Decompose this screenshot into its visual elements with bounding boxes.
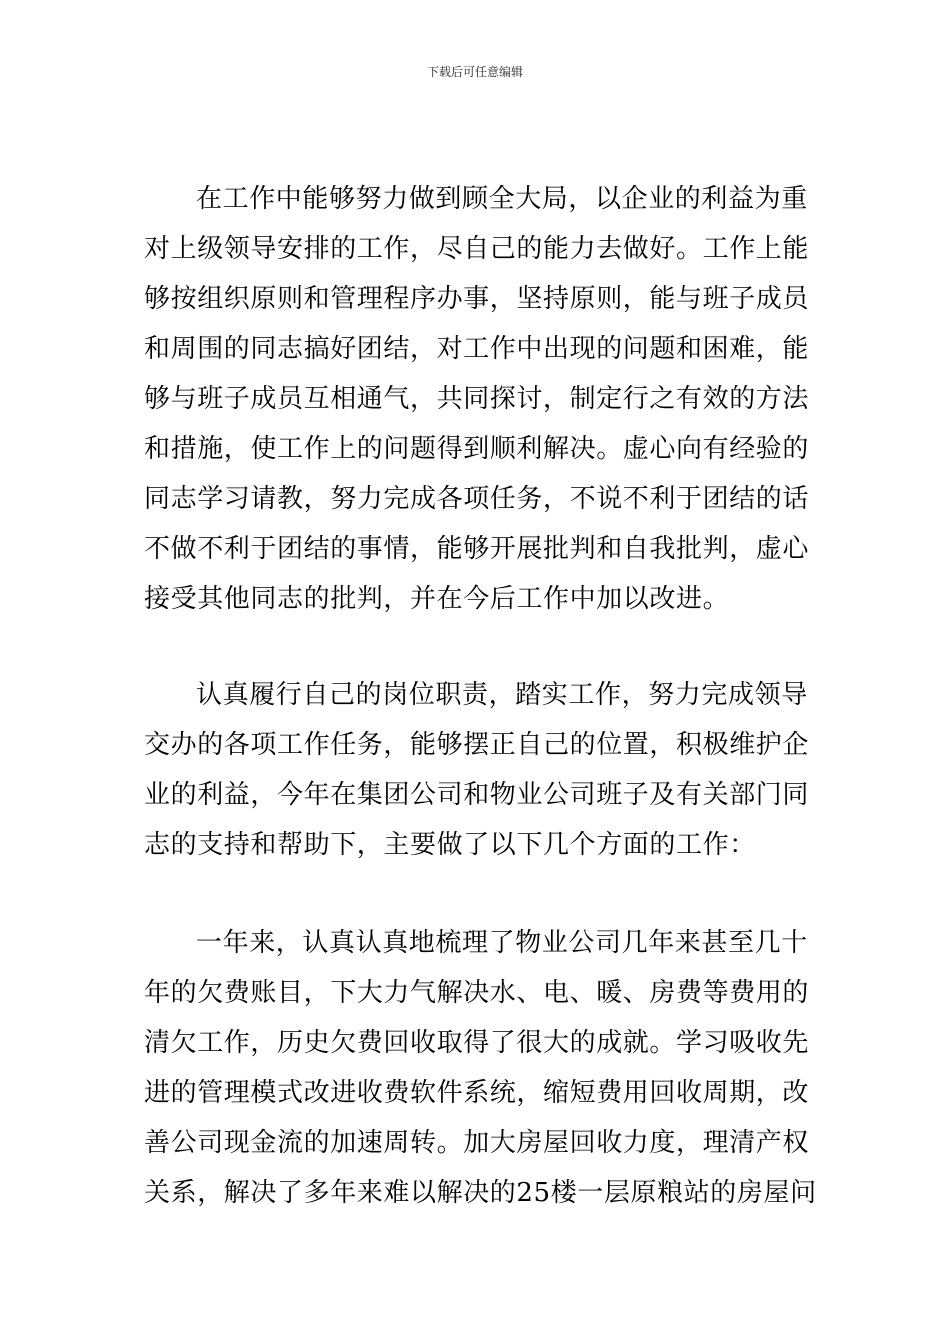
- text-line: 和措施，使工作上的问题得到顺利解决。虚心向有经验的: [144, 434, 810, 464]
- text-line: 进的管理模式改进收费软件系统，缩短费用回收周期，改: [144, 1078, 810, 1108]
- text-line: 接受其他同志的批判，并在今后工作中加以改进。: [144, 584, 730, 614]
- text-line: 够与班子成员互相通气，共同探讨，制定行之有效的方法: [144, 384, 810, 414]
- paragraph-duties: [144, 670, 808, 870]
- text-line: 同志学习请教，努力完成各项任务，不说不利于团结的话: [144, 484, 810, 514]
- text-line: 关系，解决了多年来难以解决的25楼一层原粮站的房屋问: [144, 1178, 817, 1208]
- text-line: 够按组织原则和管理程序办事，坚持原则，能与班子成员: [144, 284, 810, 314]
- text-line: 不做不利于团结的事情，能够开展批判和自我批判，虚心: [144, 534, 810, 564]
- text-line: 交办的各项工作任务，能够摆正自己的位置，积极维护企: [144, 730, 810, 760]
- text-line: 年的欠费账目，下大力气解决水、电、暖、房费等费用的: [144, 978, 810, 1008]
- text-line: 和周围的同志搞好团结，对工作中出现的问题和困难，能: [144, 334, 810, 364]
- text-line: 对上级领导安排的工作，尽自己的能力去做好。工作上能: [144, 234, 810, 264]
- text-line: 一年来，认真认真地梳理了物业公司几年来甚至几十: [196, 928, 808, 958]
- text-line: 志的支持和帮助下，主要做了以下几个方面的工作：: [144, 830, 756, 860]
- paragraph-teamwork: [144, 174, 808, 624]
- text-line: 善公司现金流的加速周转。加大房屋回收力度，理清产权: [144, 1128, 810, 1158]
- paragraph-achievements: [144, 918, 817, 1218]
- text-line: 在工作中能够努力做到顾全大局，以企业的利益为重: [196, 184, 808, 214]
- page-header: 下载后可任意编辑: [426, 65, 523, 79]
- text-line: 业的利益，今年在集团公司和物业公司班子及有关部门同: [144, 780, 810, 810]
- text-line: 清欠工作，历史欠费回收取得了很大的成就。学习吸收先: [144, 1028, 810, 1058]
- text-line: 认真履行自己的岗位职责，踏实工作，努力完成领导: [196, 680, 808, 710]
